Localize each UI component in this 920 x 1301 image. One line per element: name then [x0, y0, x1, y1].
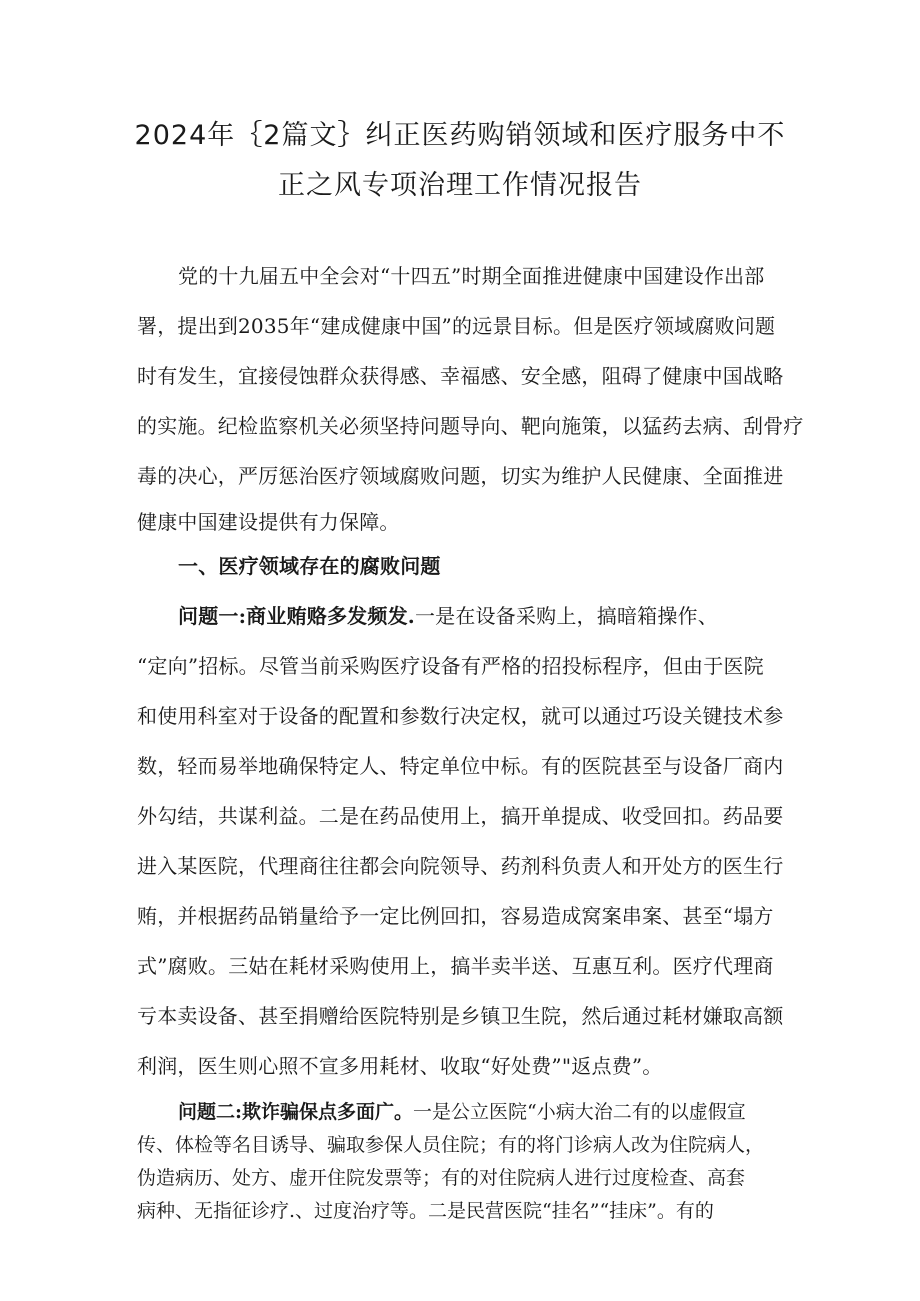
intro-line-4: 的实施。纪检监察机关必须坚持问题导向、靶向施策，以猛药去病、刮骨疗	[137, 414, 804, 438]
problem-2-label: 问题二:欺诈骗保点多面广。	[178, 1101, 414, 1123]
problem-1-first-line	[178, 602, 718, 630]
problem-1-line: “定向”招标。尽管当前采购医疗设备有严格的招投标程序，但由于医院	[137, 654, 764, 678]
problem-2-line: 传、体检等名目诱导、骗取参保人员住院；有的将门诊病人改为住院病人，	[137, 1134, 765, 1156]
intro-line-3: 时有发生，宜接侵蚀群众获得感、幸福感、安全感，阻碍了健康中国战略	[137, 364, 784, 388]
problem-1-line: 和使用科室对于设备的配置和参数行决定权，就可以通过巧设关键技术参	[137, 704, 784, 728]
intro-line-6: 健康中国建设提供有力保障。	[137, 510, 400, 534]
problem-1-line: 贿，并根据药品销量给予一定比例回扣，容易造成窝案串案、甚至“塌方	[137, 904, 774, 928]
problem-1-line: 数，轻而易举地确保特定人、特定单位中标。有的医院甚至与设备厂商内	[137, 754, 784, 778]
problem-1-line: 亏本卖设备、甚至捐赠给医院特别是乡镇卫生院，然后通过耗材嫌取高额	[137, 1004, 784, 1028]
problem-2-first-line-text: 一是公立医院“小病大治二有的以虚假宣	[413, 1101, 746, 1123]
problem-1-line: 外勾结，共谋利益。二是在药品使用上，搞开单提成、收受回扣。药品要	[137, 804, 784, 828]
problem-1-label: 问题一:商业贿赂多发频发.	[178, 604, 415, 628]
intro-line-2: 署，提出到2035年“建成健康中国”的远景目标。但是医疗领域腐败问题	[137, 314, 776, 338]
document-title-line-2: 正之风专项治理工作情况报告	[278, 170, 642, 201]
problem-2-line: 病种、无指征诊疗.、过度治疗等。二是民营医院“挂名”“挂床”。有的	[137, 1200, 714, 1222]
problem-1-line: 利润，医生则心照不宣多用耗材、收取“好处费”"返点费”。	[137, 1054, 663, 1078]
problem-2-line: 伪造病历、处方、虚开住院发票等；有的对住院病人进行过度检查、高套	[137, 1167, 746, 1189]
problem-2-first-line	[178, 1098, 746, 1126]
section-heading-1: 一、医疗领域存在的腐败问题	[178, 554, 441, 578]
document-title-line-1: 2024年｛2篇文｝纠正医药购销领域和医疗服务中不	[134, 120, 786, 151]
problem-1-first-line-text: 一是在设备采购上，搞暗箱操作、	[414, 604, 718, 628]
problem-1-line: 进入某医院，代理商往往都会向院领导、药剂科负责人和开处方的医生行	[137, 854, 784, 878]
intro-line-5: 毒的决心，严厉惩治医疗领域腐败问题，切实为维护人民健康、全面推进	[137, 464, 784, 488]
problem-1-line: 式”腐败。三姑在耗材采购使用上，搞半卖半送、互惠互利。医疗代理商	[137, 954, 774, 978]
intro-line-1: 党的十九届五中全会对“十四五”时期全面推进健康中国建设作出部	[178, 264, 765, 288]
